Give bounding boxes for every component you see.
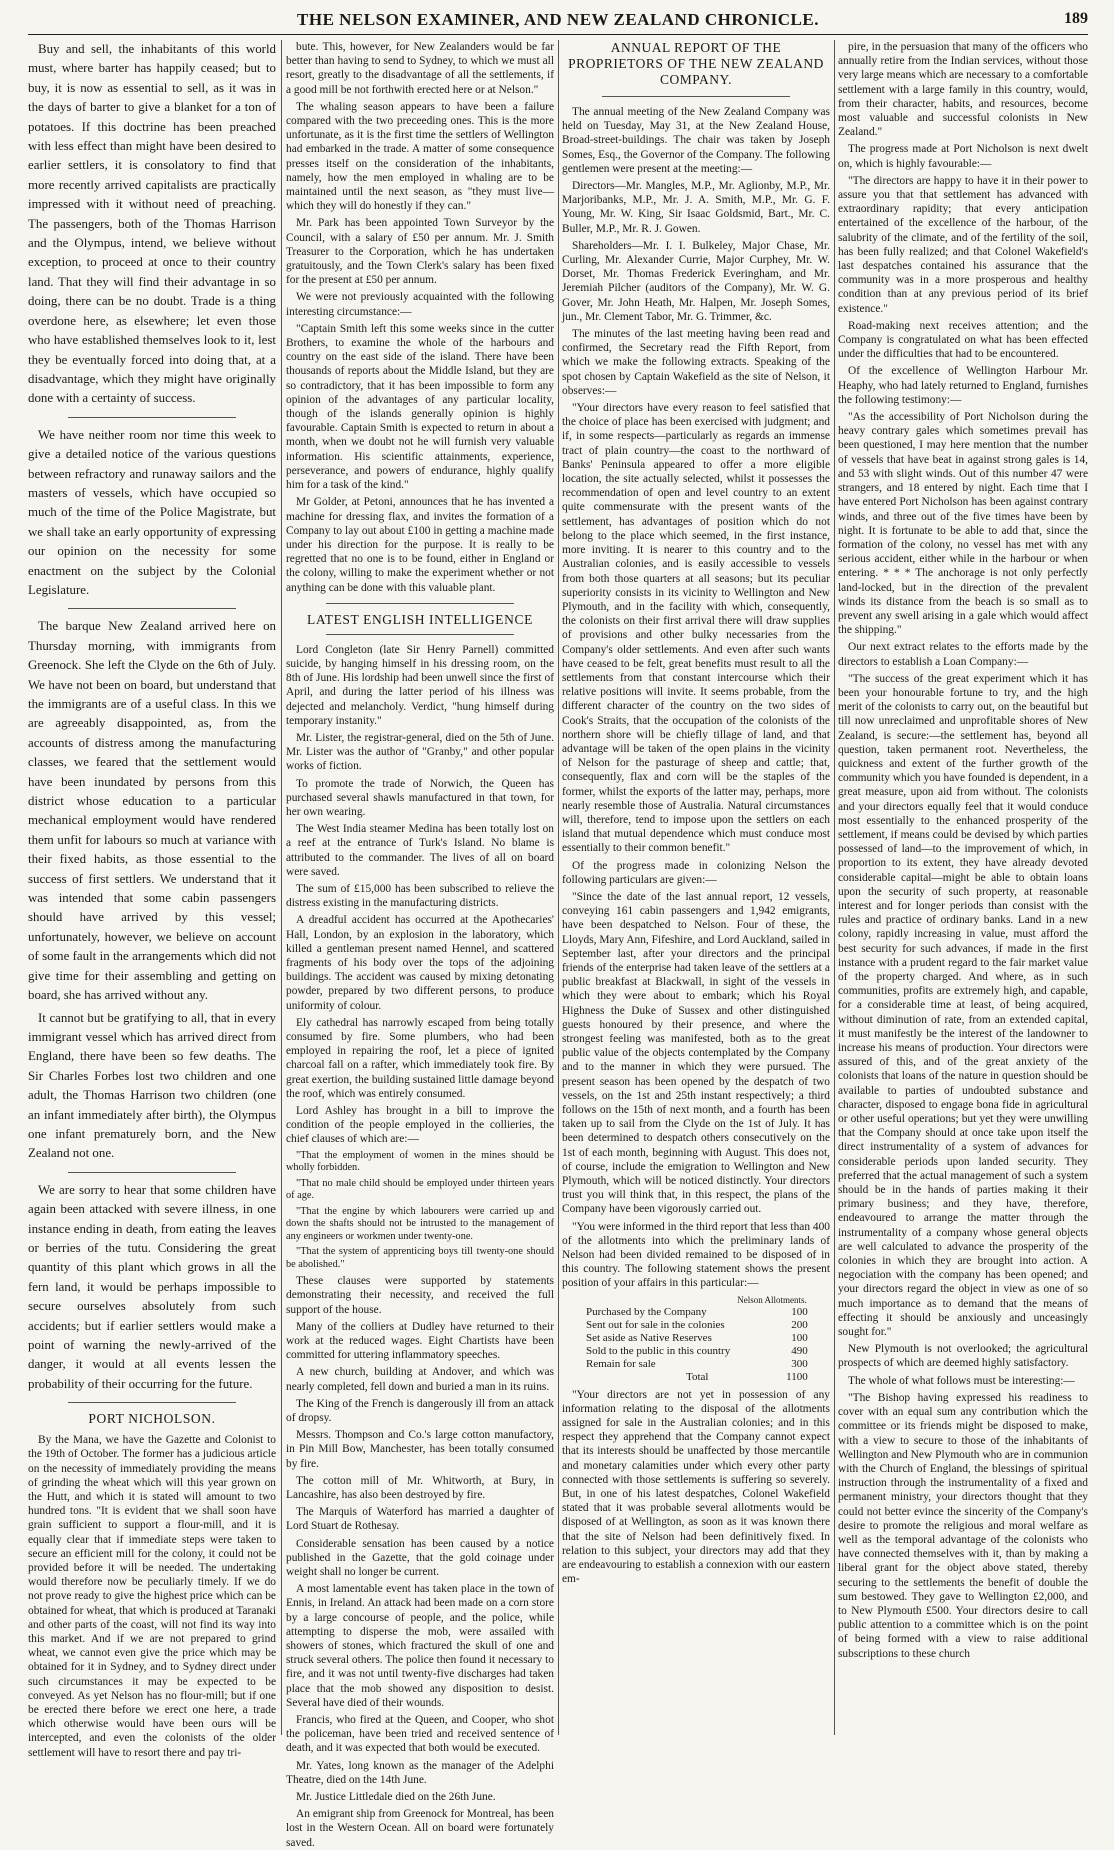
table-row <box>586 1319 808 1332</box>
news-item: The Marquis of Waterford has married a daughter of Lord Stuart de Rothesay. <box>286 1506 554 1533</box>
table-row <box>586 1332 808 1345</box>
row-value: 300 <box>791 1357 808 1370</box>
article-paragraph: pire, in the persuasion that many of the officers who annually retire from the Indian services, without those very large means which are necessary to a comfortable settlement with a large family in this country, would, from their character, habits, and resources, become most valuable and successful colonists in New Zealand." <box>838 41 1088 139</box>
bill-clause: "That the engine by which labourers were carried up and down the shafts should not be intrusted to the management of any engineers or workmen under twenty-one. <box>286 1205 554 1242</box>
news-item: The King of the French is dangerously ill from an attack of dropsy. <box>286 1397 554 1424</box>
news-item: Considerable sensation has been caused by a notice published in the Gazette, that the gold coinage under weight shall no longer be current. <box>286 1537 554 1578</box>
column-divider <box>558 40 559 1735</box>
article-paragraph: Directors—Mr. Mangles, M.P., Mr. Aglionby, M.P., Mr. Marjoribanks, M.P., Mr. J. A. Smith, M.P., Mr. G. F. Young, Mr. W. King, Sir Isaac Goldsmid, Bart., Mr. C. Buller, M.P., Mr. R. J. Gowen. <box>562 180 830 235</box>
article-paragraph: The whole of what follows must be interesting:— <box>848 1374 1075 1387</box>
row-label: Purchased by the Company <box>586 1305 707 1318</box>
news-item: Messrs. Thompson and Co.'s large cotton manufactory, in Pin Mill Bow, Manchester, has been totally consumed by fire. <box>286 1429 554 1470</box>
article-paragraph: "You were informed in the third report that less than 400 of the allotments into which the preliminary lands of Nelson had been divided remained to be disposed of in this country. The following statement shows the present position of your affairs in this particular:— <box>562 1220 830 1290</box>
news-item: To promote the trade of Norwich, the Queen has purchased several shawls manufactured in that town, for her own wearing. <box>286 777 554 818</box>
total-label: Total <box>686 1370 709 1383</box>
row-label: Remain for sale <box>586 1357 656 1370</box>
article-paragraph: Our next extract relates to the efforts made by the directors to establish a Loan Company:— <box>838 641 1088 668</box>
article-paragraph: "The directors are happy to have it in their power to assure you that that settlement has advanced with extraordinary rapidity; that every anticipation entertained of the excellence of the harbour, of the salubrity of the climate, and of the fertility of the soil, has been fully realized; and that Colonel Wakefield's last despatches contained his assurance that the community was in a more prosperous and healthy condition than at any previous period of its brief existence." <box>838 174 1088 315</box>
article-paragraph: Of the excellence of Wellington Harbour Mr. Heaphy, who had lately returned to England, furnishes the following testimony:— <box>838 365 1088 406</box>
news-item: A most lamentable event has taken place in the town of Ennis, in Ireland. An attack had been made on a corn store by a large concourse of people, and the police, while attempting to disperse the mob, were assailed with showers of stones, which fractured the skull of one and struck several others. The police then found it necessary to fire, and it was not until twenty-five discharges had taken place that the mob showed any disposition to desist. Several have died of their wounds. <box>286 1583 554 1709</box>
article-paragraph: By the Mana, we have the Gazette and Colonist to the 19th of October. The former has a judicious article on the necessity of immediately providing the means of grinding the wheat which will this year grown on the Hutt, and which it is stated will amount to two hundred tons. "It is evident that we shall soon have grain sufficient to support a flour-mill, and it is equally clear that if immediate steps were taken to secure an efficient mill for the colony, it could not be provided before it will be needed. The undertaking would therefore now be peculiarly timely. If we do not prove ready to give the highest price which can be obtained for wheat, that which is produced at Taranaki and other parts of the coast, will not find its way into this market. And if we are not prepared to grind wheat, we cannot even give the price which may be obtained for it in Sydney, and to Sydney direct under such circumstances it may be expected to be conveyed. As yet Nelson has no flour-mill; but if one be erected there before we erect one here, a trade which otherwise would have been ours will be intercepted, and even the colonists of the older settlement will have to resort there and pay tri- <box>28 1434 276 1759</box>
article-paragraph: "Since the date of the last annual report, 12 vessels, conveying 161 cabin passengers and 1,942 emigrants, have been despatched to Nelson. Four of these, the Lloyds, Mary Ann, Fifeshire, and Lord Auckland, sailed in September last, after your directors and the principal friends of the enterprise had taken leave of the settlers at a public breakfast at Blackwall, in sight of the vessels in which they were about to embark; which his Royal Highness the Duke of Sussex and other distinguished guests honoured by their presence, and where the strongest feeling was manifested, both as to the great public value of the objects contemplated by the Company and to the manner in which they were pursued. The present season has been opened by the despatch of two vessels, on the 1st and 25th instant respectively; a third follows on the 15th of next month, and a fourth has been taken up to sail from the Clyde on the 1st of July. It has been determined to despatch others consecutively on the 1st of each month, beginning with August. This does not, of course, include the emigration to Wellington and New Plymouth, which will be noticed distinctly. Your directors trust you will think that, in this respect, the plans of the Company have been vigorously carried out. <box>562 890 830 1216</box>
column-divider <box>834 40 835 1735</box>
article-paragraph: bute. This, however, for New Zealanders would be far better than having to send to Sydney, to which we must all resort, greatly to the disadvantage of all the settlements, if a good mill be not forthwith erected here or at Nelson." <box>286 41 554 96</box>
row-label: Sold to the public in this country <box>586 1344 731 1357</box>
article-paragraph: It cannot but be gratifying to all, that in every immigrant vessel which has arrived direct from England, there have been so few deaths. The Sir Charles Forbes lost two children and one adult, the Thomas Harrison two children (one an infant immediately after birth), the Olympus one infant prematurely born, and the New Zealand not one. <box>28 1010 276 1161</box>
article-paragraph: Mr Golder, at Petoni, announces that he has invented a machine for dressing flax, and invites the formation of a Company to lay out about £100 in getting a machine made under his direction for the purpose. It is really to be regretted that no one is to be found, either in England or the colony, willing to make the experiment whether or not anything can be done with this valuable plant. <box>286 496 554 594</box>
newspaper-title: THE NELSON EXAMINER, AND NEW ZEALAND CHRONICLE. <box>297 10 819 29</box>
table-row <box>586 1306 808 1319</box>
bill-clause: "That no male child should be employed under thirteen years of age. <box>286 1177 554 1202</box>
news-item: A dreadful accident has occurred at the Apothecaries' Hall, London, by an explosion in the laboratory, which killed a gentleman present named Hennel, and scattered fragments of his body over the tops of the adjoining buildings. The accident was caused by mixing detonating powder, prepared by two different persons, to produce uniformity of colour. <box>286 914 554 1012</box>
article-paragraph: Shareholders—Mr. I. I. Bulkeley, Major Chase, Mr. Curling, Mr. Alexander Currie, Major Curphey, Mr. W. Dorset, Mr. Thomas Frederick Everingham, and Mr. Jeremiah Pilcher (auditors of the Company), Mr. W. G. Gover, Mr. John Heath, Mr. Halpen, Mr. Joseph Somes, jun., Mr. Clement Tabor, Mr. G. Trimmer, &c. <box>562 239 830 323</box>
article-separator <box>68 417 236 418</box>
article-separator <box>602 96 790 97</box>
article-paragraph: Of the progress made in colonizing Nelson the following particulars are given:— <box>562 859 830 886</box>
column-1 <box>28 40 276 1759</box>
news-item: Mr. Lister, the registrar-general, died on the 5th of June. Mr. Lister was the author of "Granby," and other popular works of fiction. <box>286 731 554 773</box>
row-value: 490 <box>791 1344 808 1357</box>
article-paragraph: The barque New Zealand arrived here on Thursday morning, with immigrants from Greenock. She left the Clyde on the 6th of July. We have not been on board, but understand that the immigrants are of a useful class. In this we are agreeably disappointed, as, from the accounts of distress among the manufacturing classes, we feared that the settlement would have been inundated by persons from this district whose education to a particular mechanical employment would have rendered them unfit for labours so much at variance with their fixed habits, as those essential to the success of first settlers. We understand that it was intended that some cabin passengers should have arrived by this vessel; unfortunately, however, we believe on account of some fault in the arrangements which did not give time for their assembling and getting on board, she has arrived without any. <box>28 619 276 1003</box>
article-paragraph: "The Bishop having expressed his readiness to cover with an equal sum any contribution which the committee or its friends might be disposed to make, with a view to secure to those of the inhabitants of Wellington and New Plymouth who are in communion with the Church of England, the blessings of spiritual instruction through the instrumentality of a fixed and permanent ministry, your directors thought that they could not better evince the sincerity of the Company's desire to promote the religious and moral welfare as well as the temporal advantage of the colonists who have connected themselves with it, than by making a liberal grant for the object above stated, thereby securing to the settlements the benefit of double the sum bestowed. They gave to Wellington £2,000, and to New Plymouth £500. Your directors desire to call public attention to a committee which is on the point of being formed with a view to raise additional subscriptions to these church <box>838 1391 1088 1660</box>
article-paragraph: "The success of the great experiment which it has been your honourable fortune to try, and the high merit of the colonists to carry out, on the beautiful but till now unreclaimed and unprofitable shores of New Zealand, is secure:—the settlement has, beyond all question, taken permanent root. Nevertheless, the quickness and extent of the further growth of the community which you have founded is dependent, in a great measure, upon aid from without. The colonists and your directors equally feel that it would conduce most essentially to the enhanced prosperity of the settlement, if means could be devised by which parties possessed of land—to the improvement of which, in proportion to its extent, they have already devoted considerable capital—might be able to obtain loans upon the security of such property, at reasonable interest and for longer periods than consist with the rules and practice of ordinary banks. Land in a new colony, rapidly increasing in value, must afford the best security for such advances, if made in the first instance with a prudent regard to the fair market value of the property charged. And where, as in such communities, profits are extremely high, and capable, for a considerable time at least, of being acquired, without diminution of rate, from an extended capital, it must manifestly be the interest of the landowner to increase his means of production. Your directors were assured of this, and of the great anxiety of the colonists that loans of the nature in question should be available to parties of undoubted substance and character, disposed to engage bona fide in agricultural or other useful operations; but yet they were unwilling that the Company should at once take upon itself the direct instrumentality of a system of advances for considerable periods upon landed security. They preferred that the actual management of such a system should be in the hands of parties making it their primary business; and they have, therefore, endeavoured to arrange the matter through the instrumentality of a company whose general objects are well calculated to advance the prosperity of the colonies in which they are brought into action. A negociation with the company has been opened; and your directors regard the object in view as one of so much importance as to demand that the means of effecting it should be anxiously and unceasingly sought for." <box>838 672 1088 1339</box>
news-item: A new church, building at Andover, and which was nearly completed, fell down and buried a man in its ruins. <box>286 1366 554 1393</box>
article-separator <box>326 603 514 604</box>
article-separator <box>68 1172 236 1173</box>
article-paragraph: We are sorry to hear that some children have again been attacked with severe illness, in one instance ending in death, from eating the leaves or berries of the tutu. Considering the great quantity of this plant which grows in all the fern land, it would be perhaps impossible to secure ourselves absolutely from such accidents; but if earlier settlers would make a point of warning the newly-arrived of the danger, it would at all events lessen the probability of their occurring for the future. <box>28 1182 276 1391</box>
article-paragraph: The annual meeting of the New Zealand Company was held on Tuesday, May 31, at the New Zealand House, Broad-street-buildings. The chair was taken by Joseph Somes, Esq., the Governor of the Company. The following gentlemen were present at the meeting:— <box>562 106 830 175</box>
section-heading-annual-report: ANNUAL REPORT OF THE PROPRIETORS OF THE NEW ZEALAND COMPANY. <box>568 40 824 87</box>
article-paragraph: The whaling season appears to have been a failure compared with the two preceeding ones. This is the more unfortunate, as it is the first time the settlers of Wellington had embarked in the trade. A matter of some consequence presses itself on the consideration of the inhabitants, namely, how the men employed in whaling are to be maintained until the next season, as "they must live—which they will do honestly if they can." <box>286 100 554 213</box>
bill-clause: "That the employment of women in the mines should be wholly forbidden. <box>286 1149 554 1174</box>
table-header: Nelson Allotments. <box>737 1294 807 1305</box>
column-2 <box>286 40 554 1849</box>
news-item: Francis, who fired at the Queen, and Cooper, who shot the policeman, have been tried and received sentence of death, and it was expected that both would be executed. <box>286 1714 554 1755</box>
masthead-rule <box>28 34 1088 35</box>
bill-clause: "That the system of apprenticing boys till twenty-one should be abolished." <box>286 1246 554 1270</box>
table-total-row <box>586 1371 808 1384</box>
column-3 <box>562 40 830 1735</box>
news-item: Lord Ashley has brought in a bill to improve the condition of the people employed in the collieries, the chief clauses of which are:— <box>286 1105 554 1146</box>
article-paragraph: "Captain Smith left this some weeks since in the cutter Brothers, to examine the whole of the harbours and country on the east side of the island. There have been thousands of reports about the Middle Island, but they are so contradictory, that it has been impossible to form any opinion of the advantages of any particular locality, though of the islands generally opinion is highly favourable. Captain Smith is expected to return in about a month, when we doubt not he will furnish very valuable information. His scientific attainments, experience, perseverance, and powers of endurance, highly qualify him for a task of the kind." <box>286 322 554 492</box>
article-paragraph: We were not previously acquainted with the following interesting circumstance:— <box>286 291 554 318</box>
row-value: 100 <box>791 1331 808 1344</box>
article-paragraph: New Plymouth is not overlooked; the agricultural prospects of which are deemed highly satisfactory. <box>838 1343 1088 1370</box>
table-row <box>586 1345 808 1358</box>
column-divider <box>281 40 282 1735</box>
news-item: Ely cathedral has narrowly escaped from being totally consumed by fire. Some plumbers, who had been employed in repairing the roof, let a piece of ignited charcoal fall on a rafter, which immediately took fire. By great exertion, the building sustained little damage beyond the roof, which was entirely consumed. <box>286 1016 554 1100</box>
news-item: Lord Congleton (late Sir Henry Parnell) committed suicide, by hanging himself in his dressing room, on the 8th of June. His lordship had been unwell since the first of April, and during the latter period of his illness was dejected and melancholy. Verdict, "hung himself during temporary instanity." <box>286 643 554 727</box>
row-value: 200 <box>791 1318 808 1331</box>
row-label: Set aside as Native Reserves <box>586 1331 712 1344</box>
news-item: Many of the colliers at Dudley have returned to their work at the reduced wages. Eight Chartists have been committed for uttering inflammatory speeches. <box>286 1320 554 1362</box>
article-paragraph: "As the accessibility of Port Nicholson during the heavy contrary gales which sometimes prevail has been questioned, I may here mention that the number of vessels that have beat in against strong gales is 14, and 53 with slight winds. Out of this number 47 were strangers, and 18 entered by night. Each time that I have entered Port Nicholson has been against contrary winds, and three out of the five times have been by night. It is fortunate to be able to add that, since the formation of the colony, no vessel has met with any serious accident, either while in the harbour or when entering. * * * The anchorage is not only perfectly land-locked, but in the direction of the prevalent winds its distance from the beach is so small as to prevent any swell arising in a gale which would affect the shipping." <box>838 411 1088 637</box>
article-paragraph: The minutes of the last meeting having been read and confirmed, the Secretary read the Fifth Report, from which we make the following extracts. Speaking of the spot chosen by Captain Wakefield as the site of Nelson, it observes:— <box>562 328 830 397</box>
table-row <box>586 1358 808 1371</box>
article-separator <box>68 608 236 609</box>
news-item: Mr. Yates, long known as the manager of the Adelphi Theatre, died on the 14th June. <box>286 1759 554 1786</box>
row-value: 100 <box>791 1305 808 1318</box>
section-heading-port-nicholson: PORT NICHOLSON. <box>88 1411 216 1427</box>
column-4 <box>838 40 1088 1735</box>
allotments-table <box>586 1294 808 1384</box>
news-item: These clauses were supported by statements demonstrating their necessity, and received the full support of the house. <box>286 1275 554 1316</box>
row-label: Sent out for sale in the colonies <box>586 1318 725 1331</box>
article-paragraph: Road-making next receives attention; and the Company is congratulated on what has been effected under the difficulties that had to be encountered. <box>838 319 1088 361</box>
masthead <box>28 6 1088 34</box>
news-item: The West India steamer Medina has been totally lost on a reef at the entrance of Turk's Island. No blame is attributed to the commander. The lives of all on board were saved. <box>286 823 554 878</box>
news-item: The sum of £15,000 has been subscribed to relieve the distress existing in the manufacturing districts. <box>286 882 554 910</box>
news-item: Mr. Justice Littledale died on the 26th June. <box>296 1791 496 1804</box>
article-separator <box>68 1402 236 1403</box>
news-item: An emigrant ship from Greenock for Montreal, has been lost in the Western Ocean. All on board were fortunately saved. <box>286 1808 554 1849</box>
article-paragraph: "Your directors are not yet in possession of any information relating to the disposal of the allotments assigned for sale in the Australian colonies; and in this respect they apprehend that the Company cannot expect that its interests should be unaffected by those mercantile and monetary calamities under which every other party connected with those settlements is suffering so severely. But, in one of his latest despatches, Colonel Wakefield stated that it was probable several allotments would be disposed of at Wellington, as soon as it was known there that the site of Nelson had been definitively fixed. In relation to this subject, your directors may add that they are endeavouring to establish a connexion with our eastern em- <box>562 1388 830 1586</box>
article-separator <box>326 634 514 635</box>
article-paragraph: The progress made at Port Nicholson is next dwelt on, which is highly favourable:— <box>838 143 1088 170</box>
total-value: 1100 <box>786 1370 808 1383</box>
article-paragraph: We have neither room nor time this week to give a detailed notice of the various questions between refractory and runaway sailors and the masters of vessels, which have occupied so much of the time of the Police Magistrate, but we shall take an early opportunity of expressing our opinion on the necessity for some enactment on the subject by the Colonial Legislature. <box>28 427 276 597</box>
page-number: 189 <box>1064 10 1088 27</box>
article-paragraph: Buy and sell, the inhabitants of this world must, where barter has happily ceased; but to buy, it is now as essential to sell, as it was in the days of barter to give a blanket for a ton of potatoes. If this doctrine has been preached with less effect than might have been desired to earlier settlers, it is consolatory to find that more recently arrived capitalists are practically impressed with it without need of preaching. The passengers, both of the Thomas Harrison and the Olympus, intend, we believe without exception, to proceed at once to their country land. That they will find their advantage in so doing, there can be no doubt. Trade is a thing overdone here, as elsewhere; let even those who have established themselves look to it, lest they be eventually forced into doing that, at a disadvantage, which they might have originally done with a certainty of success. <box>28 42 276 406</box>
news-item: The cotton mill of Mr. Whitworth, at Bury, in Lancashire, has also been destroyed by fire. <box>286 1474 554 1501</box>
article-paragraph: Mr. Park has been appointed Town Surveyor by the Council, with a salary of £50 per annum. Mr. J. Smith Treasurer to the Corporation, which he has undertaken gratuitously, and the Town Clerk's salary has been fixed for the present at £50 per annum. <box>286 217 554 287</box>
section-heading-english-intelligence: LATEST ENGLISH INTELLIGENCE <box>307 611 533 627</box>
article-paragraph: "Your directors have every reason to feel satisfied that the choice of place has been exercised with judgment; and if, in some respects—particularly as regards an immense tract of plain country—the coast to the northward of Banks' Peninsula appeared to offer a more eligible location, the site actually selected, whilst it possesses the recommendation of open and level country to an extent quite commensurate with the present wants of the settlement, has advantages of position which do not belong to the place which seemed, in the first instance, more inviting. It is nearer to this country and to the Australian colonies, and is easily accessible to vessels from both those quarters at all seasons; but its peculiar superiority consists in its vicinity to Wellington and New Plymouth, and in the facility with which, consequently, the colonists on their first arrival there will draw supplies of provisions and other bulky necessaries from the Company's older settlements. And even after such wants have ceased to be felt, great benefits must result to all the settlements from that constant intercourse which their relative positions will invite. It seems probable, from the different character of the country on the two sides of Cook's Straits, that the occupation of the colonists of the northern shore will be chiefly tillage of land, and that advantage will be taken of the open plains in the vicinity of Nelson for the pasturage of sheep and cattle; that, consequently, flax and corn will be the staples of the former, whilst the exports of the latter may, perhaps, more nearly resemble those of Australia. Natural circumstances will, therefore, tend to impose upon the settlers on each island that mutual dependence which must conduce most essentially to their common benefit." <box>562 402 830 855</box>
